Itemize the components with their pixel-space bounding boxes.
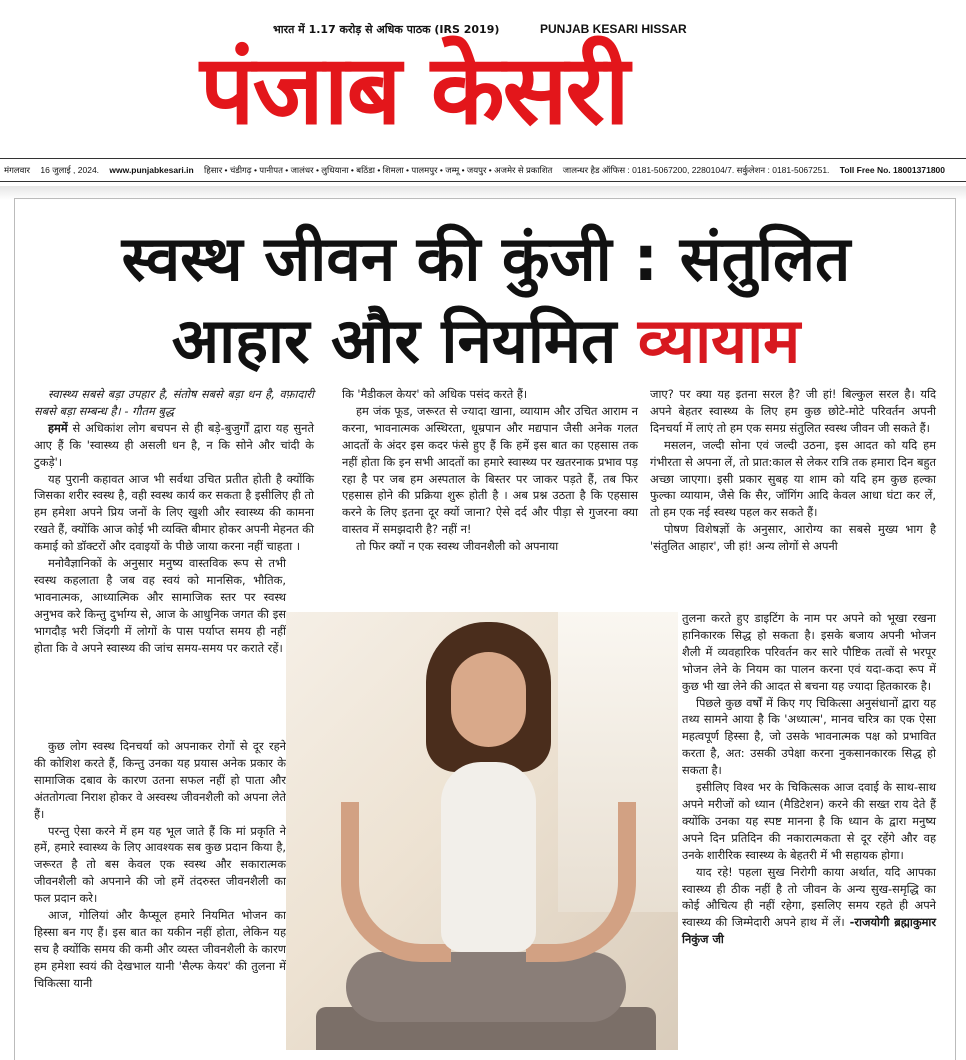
paragraph: हम जंक फूड, जरूरत से ज्यादा खाना, व्यायाम और उचित आराम न करना, भावनात्मक अस्थिरता, धूम्रपान और मद्यपान जैसी अनेक गलत आदतों के अंदर इस कदर फंसे हुए हैं कि हमें इस बात का एहसास तक नहीं होता कि इन सभी आदतों का हमारे स्वास्थ्य पर खतरनाक प्रभाव पड़ रहा है पर जब हम अस्पताल के बिस्तर पर जाकर पड़ते हैं, तब फिर एहसास होने की प्रक्रिया शुरू होती है । अब प्रश्न उठता है कि एहसास करने के लिए इतना दूर क्यों जाना? ऐसे दर्द और पीड़ा से गुजरना क्या वास्तव में समझदारी है? नहीं न! <box>342 403 638 537</box>
paragraph: जाए? पर क्या यह इतना सरल है? जी हां! बिल्कुल सरल है। यदि अपने बेहतर स्वास्थ्य के लिए हम कुछ छोटे-मोटे परिवर्तन अपनी दिनचर्या में लाएं तो हम एक समग्र संतुलित स्वस्थ जीवन जी सकते हैं। <box>650 387 936 435</box>
headline-line-2 <box>15 301 957 381</box>
paragraph: कुछ लोग स्वस्थ दिनचर्या को अपनाकर रोगों से दूर रहने की कोशिश करते हैं, किन्तु उनका यह प्रयास अनेक प्रकार के सामाजिक दबाव के कारण उतना सफल नहीं हो पाता और अंततोगत्वा निराश होकर वे अस्वस्थ जीवनशैली को अपना लेते हैं। <box>34 739 286 821</box>
lead-rest: से अधिकांश लोग बचपन से ही बड़े-बुजुर्गों द्वारा यह सुनते आए हैं कि 'स्वास्थ्य ही असली धन है, न कि सोने और चांदी के टुकड़े'। <box>34 420 314 469</box>
paragraph: तो फिर क्यों न एक स्वस्थ जीवनशैली को अपनाया <box>356 539 559 554</box>
photo-legs <box>346 952 626 1022</box>
lead-paragraph <box>34 420 314 471</box>
paragraph: पिछले कुछ वर्षों में किए गए चिकित्सा अनुसंधानों द्वारा यह तथ्य सामने आया है कि 'अध्यात्म', मानव चरित्र का एक ऐसा महत्वपूर्ण हिस्सा है, जो उसके भावनात्मक पक्ष को प्रभावित करता है, अत: उसकी उपेक्षा करना नुकसानकारक सिद्ध हो सकता है। <box>682 695 936 778</box>
newspaper-logo: पंजाब केसरी <box>200 34 628 146</box>
website-link[interactable]: www.punjabkesari.in <box>109 165 194 175</box>
column-2 <box>342 386 638 555</box>
edition-label: PUNJAB KESARI HISSAR <box>540 22 687 36</box>
column-1-lower <box>34 738 286 992</box>
byline: -राजयोगी ब्रह्माकुमार निकुंज जी <box>682 915 936 947</box>
paragraph: मसलन, जल्दी सोना एवं जल्दी उठना, इस आदत को यदि हम गंभीरता से अपना लें, तो प्रात:काल से लेकर रात्रि तक हमारा दिन बहुत अच्छा जाएगा। इसी प्रकार सुबह या शाम को यदि हम कुछ हल्का फुल्का व्यायाम, जैसे कि सैर, जॉगिंग आदि केवल आधा घंटा कर लें, तो हम एक नई स्वस्थ पहल कर सकते हैं। <box>650 437 936 520</box>
paragraph: कि 'मैडीकल केयर' को अधिक पसंद करते हैं। <box>342 387 528 401</box>
paragraph: परन्तु ऐसा करने में हम यह भूल जाते हैं कि मां प्रकृति ने हमें, हमारे स्वास्थ्य के लिए आवश्यक सब कुछ प्रदान किया है, जरूरत है तो बस केवल एक स्वस्थ और सकारात्मक जीवनशैली को अपनाने की जो हमें तंदरुस्त जीवनशैली का फल प्रदान करे। <box>34 823 286 906</box>
photo-left-arm <box>341 802 451 962</box>
masthead <box>0 0 966 190</box>
office-info: जालन्धर हैड ऑफिस : 0181-5067200, 2280104/7. सर्कुलेशन : 0181-5067251. <box>562 165 830 175</box>
dateline <box>0 158 966 182</box>
paragraph: मनोवैज्ञानिकों के अनुसार मनुष्य वास्तविक रूप से तभी स्वस्थ कहलाता है जब वह स्वयं को मानसिक, भौतिक, भावनात्मक, आध्यात्मिक और सामाजिक स्तर पर स्वस्थ अनुभव करे किन्तु दुर्भाग्य से, आज के आधुनिक जगत की इस भागदौड़ भरी जिंदगी में लोगों के पास पर्याप्त समय ही नहीं होता कि वे अपने स्वास्थ्य की जांच समय-समय पर कराते रहें। <box>34 556 286 655</box>
toll-free: Toll Free No. 18001371800 <box>839 165 946 175</box>
headline-red: व्यायाम <box>637 304 801 377</box>
day: मंगलवार <box>4 165 31 175</box>
paragraph <box>682 864 936 949</box>
lead-bold: हममें <box>48 420 68 435</box>
paragraph: यह पुरानी कहावत आज भी सर्वथा उचित प्रतीत होती है क्योंकि जिसका शरीर स्वस्थ है, वही स्वस्थ कार्य कर सकता है इसीलिए ही तो हम हमेशा अपने प्रिय जनों के लिए खुशी और स्वास्थ्य की कामना रखते हैं, क्योंकि आज कोई भी व्यक्ति बीमार होकर अपनी मेहनत की कमाई को डॉक्टरों और दवाइयों के पीछे जाया करना नहीं चाहता । <box>34 471 314 554</box>
column-1 <box>34 386 314 657</box>
paragraph: आज, गोलियां और कैप्सूल हमारे नियमित भोजन का हिस्सा बन गए हैं। इस बात का यकीन नहीं होता, लेकिन यह सच है क्योंकि समय की कमी और व्यस्त जीवनशैली के कारण हम हमेशा स्वयं की देखभाल यानी 'सैल्फ केयर' की तुलना में चिकित्सा यानी <box>34 908 286 990</box>
yoga-photo <box>286 612 678 1050</box>
quote: स्वास्थ्य सबसे बड़ा उपहार है, संतोष सबसे बड़ा धन है, वफ़ादारी सबसे बड़ा सम्बन्ध है। - गौतम बुद्ध <box>34 387 314 418</box>
paragraph: पोषण विशेषज्ञों के अनुसार, आरोग्य का सबसे मुख्य भाग है 'संतुलित आहार', जी हां! अन्य लोगों से अपनी <box>650 522 936 554</box>
column-3-lower <box>682 610 936 948</box>
headline-line-1: स्वस्थ जीवन की कुंजी : संतुलित <box>121 222 851 295</box>
column-3 <box>650 386 936 555</box>
closing-text: याद रहे! पहला सुख निरोगी काया अर्थात, यदि आपका स्वास्थ्य ही ठीक नहीं है तो जीवन के अन्य सुख-समृद्धि का कोई औचित्य ही नहीं रहेगा, इसलिए समय रहते ही अपने स्वास्थ्य की जिम्मेदारी अपने हाथ में लें। <box>682 864 936 930</box>
cities: हिसार • चंडीगढ़ • पानीपत • जालंधर • लुधियाना • बठिंडा • शिमला • पालमपुर • जम्मू • जयपुर • अजमेर से प्रकाशित <box>204 165 553 175</box>
date: 16 जुलाई , 2024. <box>40 165 100 175</box>
headline-black: आहार और नियमित <box>171 304 617 377</box>
photo-face <box>451 652 526 747</box>
paragraph: इसीलिए विश्व भर के चिकित्सक आज दवाई के साथ-साथ अपने मरीजों को ध्यान (मैडिटेशन) करने की सख्त राय देते हैं क्योंकि उनका यह स्पष्ट मानना है कि ध्यान के द्वारा मनुष्य अपने दिन प्रतिदिन की नकारात्मकता से दूर रहेंगे और वह उनके शारीरिक स्वास्थ्य के बेहतरी में भी सहायक होगा। <box>682 780 936 862</box>
photo-right-arm <box>526 802 636 962</box>
paragraph: तुलना करते हुए डाइटिंग के नाम पर अपने को भूखा रखना हानिकारक सिद्ध हो सकता है। इसके बजाय अपनी भोजन शैली में व्यवहारिक परिवर्तन कर सारे पौष्टिक तत्वों से भरपूर भोजन लेने के नियम का पालन करना एवं यदा-कदा रूप में कुछ भी खा लेने की आदत से बचना यह ज्यादा हितकारक है। <box>682 611 936 693</box>
photo-torso <box>441 762 536 952</box>
readership-tagline: भारत में 1.17 करोड़ से अधिक पाठक (IRS 2019) <box>273 23 500 36</box>
